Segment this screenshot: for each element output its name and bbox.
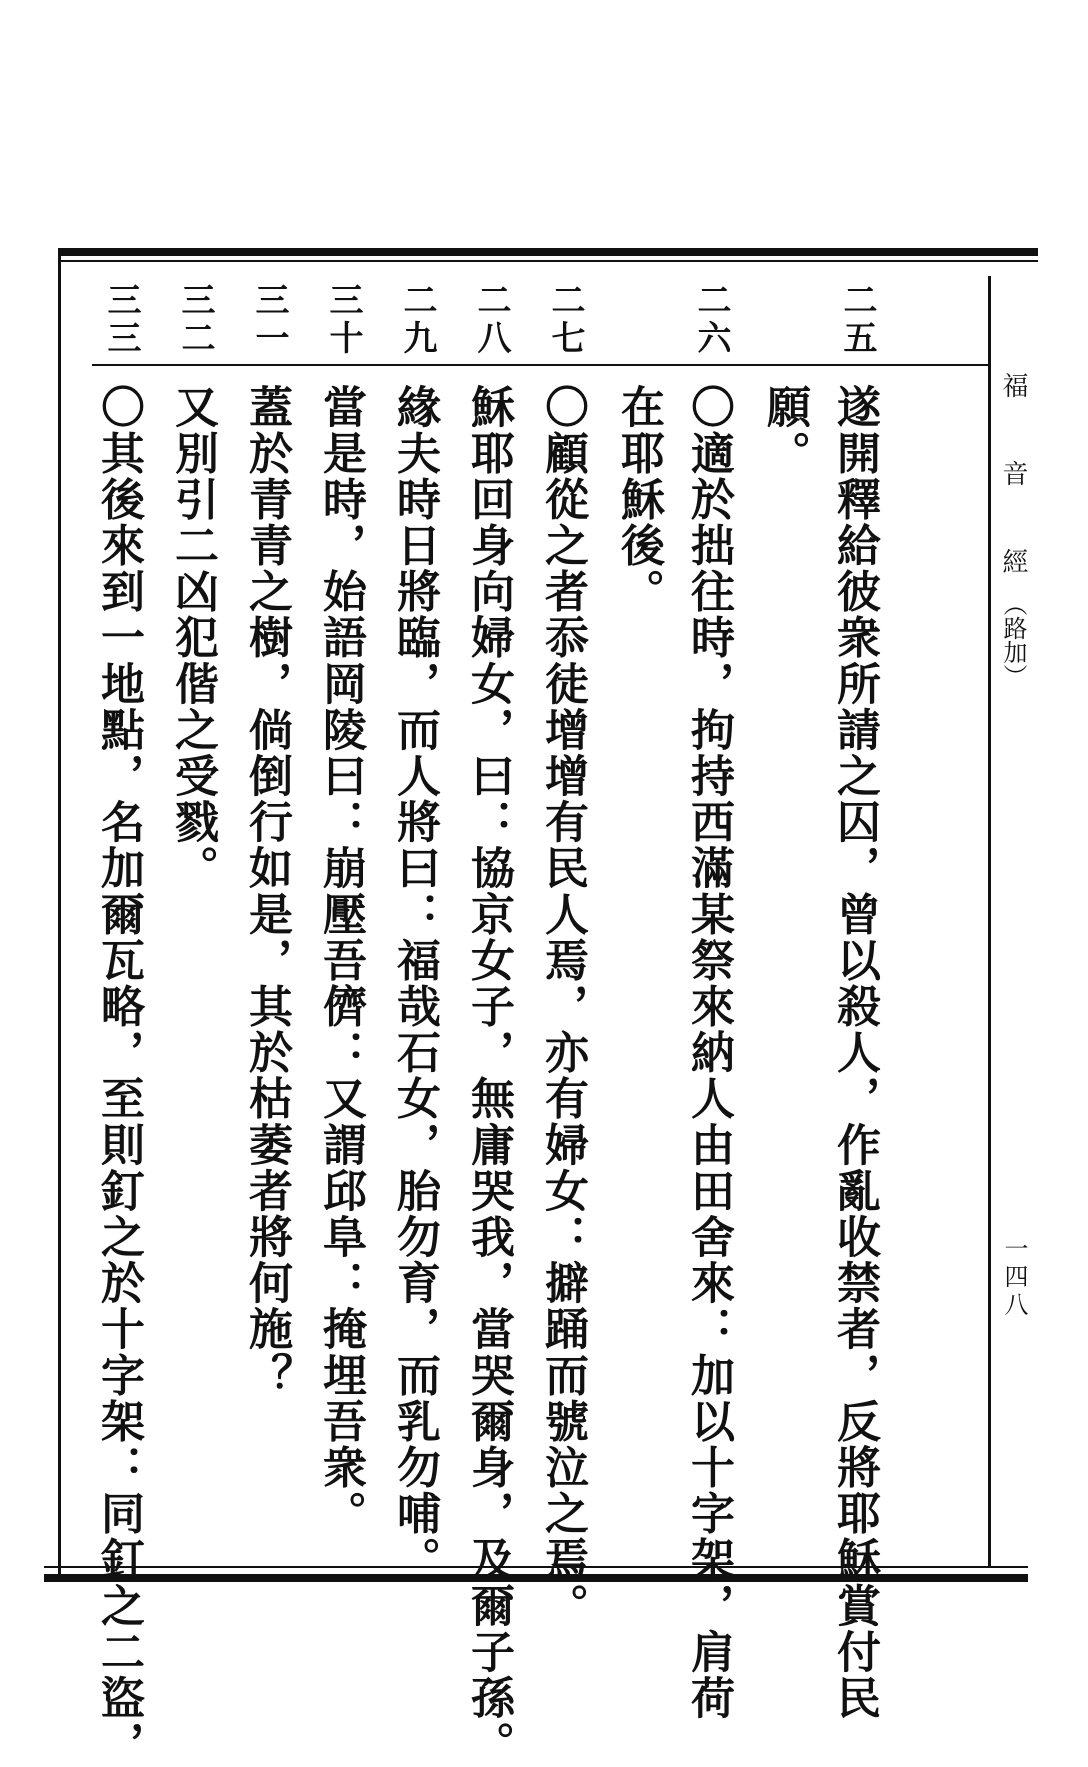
verse-text: 蓋於青青之樹，倘倒行如是，其於枯萎者將何施？ — [241, 384, 292, 1399]
verse-number: 三十 — [323, 282, 363, 358]
verse-text: 〇顧從之者忝徒增增有民人焉，亦有婦女：擗踊而號泣之焉。 — [537, 384, 588, 1629]
left-border-rule — [58, 248, 61, 1582]
verse-number: 二五 — [837, 282, 877, 358]
verse-text: 當是時，始語岡陵曰：崩壓吾儕：又謂邱阜：掩埋吾衆。 — [315, 384, 366, 1537]
verse-number: 二九 — [397, 282, 437, 358]
verse-number: 三三 — [101, 282, 141, 358]
verse-number: 三一 — [249, 282, 289, 358]
verse-number-divider-rule — [92, 364, 988, 366]
verse-number: 二八 — [471, 282, 511, 358]
verse-text: 遂開釋給彼衆所請之囚，曾以殺人，作亂收禁者，反將耶穌賞付民 — [829, 384, 880, 1721]
verse-text-continuation: 在耶穌後。 — [613, 384, 664, 615]
verse-number: 三二 — [175, 282, 215, 358]
top-border-inner-rule — [58, 260, 1038, 262]
running-head-subtitle: （路加） — [999, 592, 1027, 688]
margin-divider-rule — [988, 276, 991, 1566]
verse-text: 穌耶回身向婦女，曰：協京女子，無庸哭我，當哭爾身，及爾子孫。 — [463, 384, 514, 1767]
verse-text: 〇其後來到一地點，名加爾瓦略，至則釘之於十字架：同釘之二盜， — [93, 384, 144, 1767]
verse-number: 二七 — [545, 282, 585, 358]
running-head — [1000, 372, 1026, 688]
verse-text-continuation: 願。 — [759, 384, 810, 477]
verse-number: 二六 — [691, 282, 731, 358]
bottom-border-rule — [44, 1574, 1028, 1582]
verse-text: 緣夫時日將臨，而人將曰：福哉石女，胎勿育，而乳勿哺。 — [389, 384, 440, 1583]
verse-text: 又別引二凶犯偕之受戮。 — [167, 384, 218, 892]
top-border-rule — [58, 248, 1038, 256]
verse-text: 〇適於拙往時，拘持西滿某祭來納人由田舍來：加以十字架，肩荷 — [683, 384, 734, 1721]
page-number: 一四八 — [1000, 1236, 1028, 1320]
running-head-title: 福 音 經 — [998, 372, 1028, 592]
bottom-border-inner-rule — [44, 1566, 1028, 1568]
